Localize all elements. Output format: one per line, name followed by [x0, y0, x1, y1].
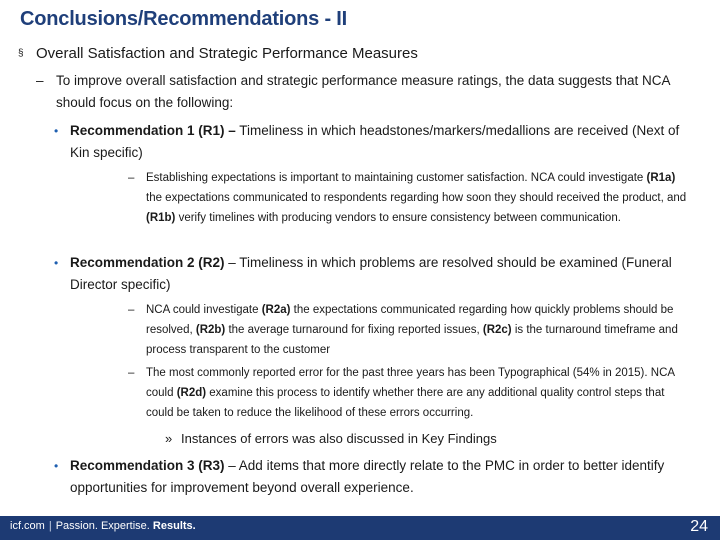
chevron-bullet-icon: »: [165, 431, 173, 446]
text-run: the expectations communicated regarding how quickly problems should be resolved,: [146, 304, 674, 336]
note-text: Instances of errors was also discussed in Key Findings: [181, 431, 497, 446]
footer-branding: [10, 520, 196, 532]
text-run: examine this process to identify whether there are any additional quality control steps that could be taken to reduce the likelihood of these errors occurring.: [146, 387, 665, 419]
recommendation-3-body: – Add items that more directly relate to the PMC in order to better identify opportunities for improvement beyond overall experience.: [70, 458, 665, 495]
dot-bullet-icon: •: [54, 256, 59, 270]
recommendation-2-note: [165, 429, 685, 449]
code-r1a: (R1a): [646, 172, 676, 184]
detail-text: [128, 300, 688, 360]
footer-tagline: Passion. Expertise.: [55, 520, 150, 532]
code-r2c: (R2c): [482, 324, 512, 336]
dash-bullet-icon: –: [128, 172, 135, 184]
recommendation-1: [54, 120, 684, 164]
recommendation-2-detail-a: [128, 300, 688, 360]
recommendation-1-text: [54, 120, 684, 164]
recommendation-2-label: Recommendation 2 (R2): [70, 255, 225, 270]
page-number: 24: [690, 518, 708, 535]
bullet-text: To improve overall satisfaction and strategic performance measure ratings, the data suggests that NCA should focus on the following:: [56, 73, 670, 110]
text-run: the average turnaround for fixing reported issues,: [225, 324, 483, 336]
text-run: NCA could investigate: [146, 304, 262, 316]
recommendation-3-text: [54, 455, 684, 499]
recommendation-1-label: Recommendation 1 (R1) –: [70, 123, 236, 138]
code-r2a: (R2a): [261, 304, 291, 316]
dot-bullet-icon: •: [54, 459, 59, 473]
recommendation-1-body: Timeliness in which headstones/markers/medallions are received (Next of Kin specific): [70, 123, 680, 160]
text-run: verify timelines with producing vendors to ensure consistency between communication.: [175, 212, 621, 224]
recommendation-2-text: [54, 252, 684, 296]
dash-bullet-icon: –: [36, 73, 44, 88]
recommendation-2: [54, 252, 684, 296]
recommendation-1-detail: [128, 168, 688, 228]
dot-bullet-icon: •: [54, 124, 59, 138]
bullet-improve-ratings: [36, 70, 686, 114]
footer-bar: [0, 516, 720, 540]
text-run: Establishing expectations is important to maintaining customer satisfaction. NCA could investigate: [146, 172, 647, 184]
code-r1b: (R1b): [146, 212, 176, 224]
text-run: The most commonly reported error for the past three years has been Typographical (54% in 2015). NCA could: [146, 367, 675, 399]
footer-site-link[interactable]: icf.com: [10, 520, 45, 532]
code-r2b: (R2b): [195, 324, 226, 336]
recommendation-2-detail-b: [128, 363, 688, 423]
recommendation-3-label: Recommendation 3 (R3): [70, 458, 225, 473]
text-run: the expectations communicated to respondents regarding how soon they should received the product, and: [146, 192, 687, 204]
section-bullet-icon: §: [18, 48, 24, 59]
code-r2d: (R2d): [176, 387, 207, 399]
detail-text: [128, 363, 688, 423]
text-run: is the turnaround timeframe and process transparent to the customer: [146, 324, 678, 356]
recommendation-3: [54, 455, 684, 499]
detail-text: [128, 168, 688, 228]
slide-title: Conclusions/Recommendations - II: [20, 8, 347, 30]
bullet-text: Overall Satisfaction and Strategic Performance Measures: [36, 45, 418, 62]
footer-tagline-bold: Results.: [152, 520, 196, 532]
dash-bullet-icon: –: [128, 304, 135, 316]
footer-separator: |: [48, 520, 52, 532]
dash-bullet-icon: –: [128, 367, 135, 379]
recommendation-2-body: – Timeliness in which problems are resolved should be examined (Funeral Director specific): [70, 255, 672, 292]
